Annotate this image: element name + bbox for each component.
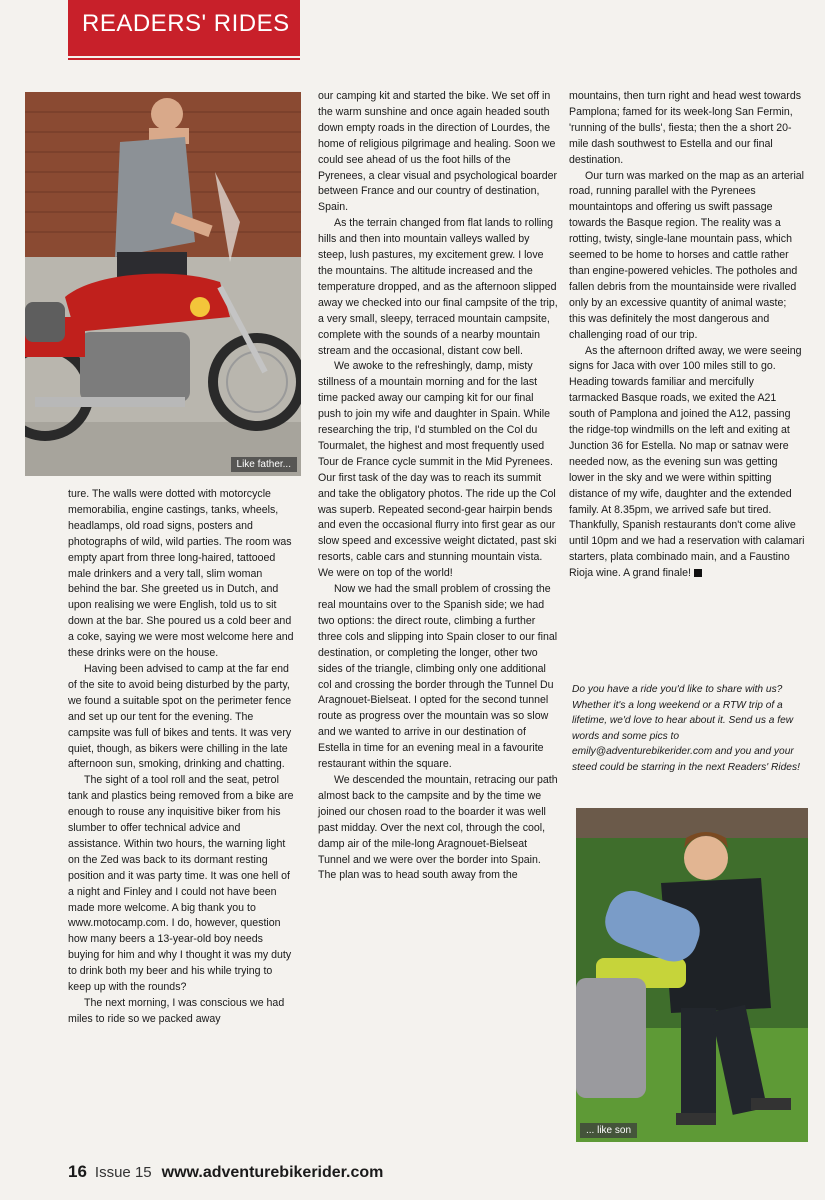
photo-father-with-motorcycle bbox=[25, 92, 301, 476]
paragraph: Our turn was marked on the map as an arterial road, running parallel with the Pyrenees mountaintops and offering us swift passage towards the Basque region. The reality was a rotting, twisty, single-lane mountain pass, which seemed to be home to horses and cattle rather than engine-powered vehicles. The potholes and fallen debris from the mountainside were rivalled only by an excessive quantity of animal waste; this was definitely the most dangerous and challenging road of our trip. bbox=[569, 169, 805, 341]
paragraph: our camping kit and started the bike. We set off in the warm sunshine and once again headed south down empty roads in the direction of Lourdes, the home of religious pilgrimage and healing. Soon we could see ahead of us the foot hills of the Pyrenees, a clear visual and psychological boarder between France and our country of destination, Spain. bbox=[318, 90, 558, 214]
paragraph-text: As the afternoon drifted away, we were seeing signs for Jaca with over 100 miles still to go. Heading towards familiar and mercifully tarmacked Basque roads, we exited the A21 south of Pamplona and joined the A12, passing the ridge-top windmills on the left and exiting at Junction 36 for Estella. No map or satnav were needed now, as the evening sun was getting lower in the sky and we were within spitting distance of my wife, daughter and the extended family. At 8.35pm, we arrived safe but tired. Thankfully, Spanish restaurants don't come alive until 10pm and we had a reservation with calamari starters, plata combinado main, and a Faustino Rioja wine. A grand finale! bbox=[569, 344, 805, 580]
paragraph bbox=[569, 344, 805, 583]
paragraph: Now we had the small problem of crossing the real mountains over to the Spanish side; we had two options: the direct route, climbing a further three cols and slipping into Spain closer to our final destination, or completing the longer, other two sides of the triangle, climbing only one additional col and crossing the border through the Tunnel Du Aragnouet-Bielseat. I opted for the second tunnel route as progress over the mountain was so slow and we wanted to arrive in our destination of Estella in time for an evening meal in a favourite restaurant within the square. bbox=[318, 583, 558, 771]
issue-label: Issue 15 bbox=[94, 1164, 152, 1181]
son-illustration bbox=[576, 808, 808, 1142]
paragraph: We awoke to the refreshingly, damp, misty stillness of a mountain morning and for the last time packed away our camping kit for our final push to join my wife and daughter in Spain. While researching the trip, I'd stumbled on the Col du Tourmalet, the highest and most frequently used Tour de France cycle summit in the Mid Pyrenees. Our first task of the day was to reach its summit and take the obligatory photos. The ride up the Col was superb. Repeated second-gear hairpin bends and even the occasional flurry into first gear as our slow speed and excessive weight dictated, past ski resorts, cable cars and stunning mountain vista. We were on top of the world! bbox=[318, 360, 557, 580]
paragraph: mountains, then turn right and head west towards Pamplona; famed for its week-long San Fermin, 'running of the bulls', fiesta; then the a short 20-mile dash southwest to Estella and our final destination. bbox=[569, 90, 802, 166]
photo-son-with-luggage bbox=[576, 808, 808, 1142]
photo2-caption: ... like son bbox=[580, 1123, 637, 1138]
page-footer bbox=[68, 1162, 383, 1182]
motorcycle-illustration bbox=[25, 92, 301, 476]
photo1-caption: Like father... bbox=[231, 457, 297, 472]
article-column-3 bbox=[569, 89, 805, 582]
header-rule bbox=[68, 58, 300, 60]
section-title: READERS' RIDES bbox=[82, 10, 290, 37]
paragraph: ture. The walls were dotted with motorcycle memorabilia, engine castings, tanks, wheels, headlamps, old road signs, posters and photographs of wild, wild parties. The room was empty apart from three long-haired, tattooed male drinkers and a very tall, slim woman behind the bar. She greeted us in Dutch, and upon realising we were English, told us to sit down at the bar. She poured us a cold beer and a coke, saying we were most welcome here and these drinks were on the house. bbox=[68, 488, 294, 660]
paragraph: The sight of a tool roll and the seat, petrol tank and plastics being removed from a bike are enough to rouse any inquisitive biker from his slumber to offer technical advice and assistance. Within two hours, the warning light on the Zed was back to its dormant resting position and it was party time. It was one hell of a night and Finley and I could not have been made more welcome. A big thank you to www.motocamp.com. I do, however, question how many beers a 13-year-old boy needs buying for him and why I thought it was my duty to drink both my beer and his while trying to keep up with the rounds? bbox=[68, 774, 294, 994]
page-number: 16 bbox=[68, 1162, 87, 1181]
submission-promo: Do you have a ride you'd like to share with us? Whether it's a long weekend or a RTW trip of a lifetime, we'd love to hear about it. Send us a few words and some pics to emily@adventurebikerider.com and you and your steed could be starring in the next Readers' Rides! bbox=[572, 684, 800, 773]
paragraph: As the terrain changed from flat lands to rolling hills and then into mountain valleys walled by steep, lush pastures, my excitement grew. I love the mountains. The altitude increased and the temperature dropped, and as the afternoon slipped away we checked into our final campsite of the trip, a very small, sleepy, terraced mountain campsite, complete with the sounds of a nearby mountain stream and the occasional, distant cow bell. bbox=[318, 217, 558, 357]
end-of-article-icon bbox=[694, 569, 702, 577]
paragraph: The next morning, I was conscious we had miles to ride so we packed away bbox=[68, 997, 285, 1025]
paragraph: Having been advised to camp at the far end of the site to avoid being disturbed by the party, we found a suitable spot on the perimeter fence and set up our tent for the evening. The campsite was full of bikes and tents. It was very quiet, though, as bikers were chilling in the late afternoon sun, smoking, drinking and chatting. bbox=[68, 662, 292, 771]
paragraph: We descended the mountain, retracing our path almost back to the campsite and by the time we joined our chosen road to the boarder it was well past midday. Over the next col, through the cool, damp air of the mile-long Aragnouet-Bielseat Tunnel and we were over the border into Spain. The plan was to head south away from the bbox=[318, 773, 558, 882]
article-column-2 bbox=[318, 89, 558, 884]
section-header bbox=[68, 0, 300, 56]
website-url: www.adventurebikerider.com bbox=[161, 1164, 384, 1181]
article-column-1 bbox=[68, 487, 294, 1028]
